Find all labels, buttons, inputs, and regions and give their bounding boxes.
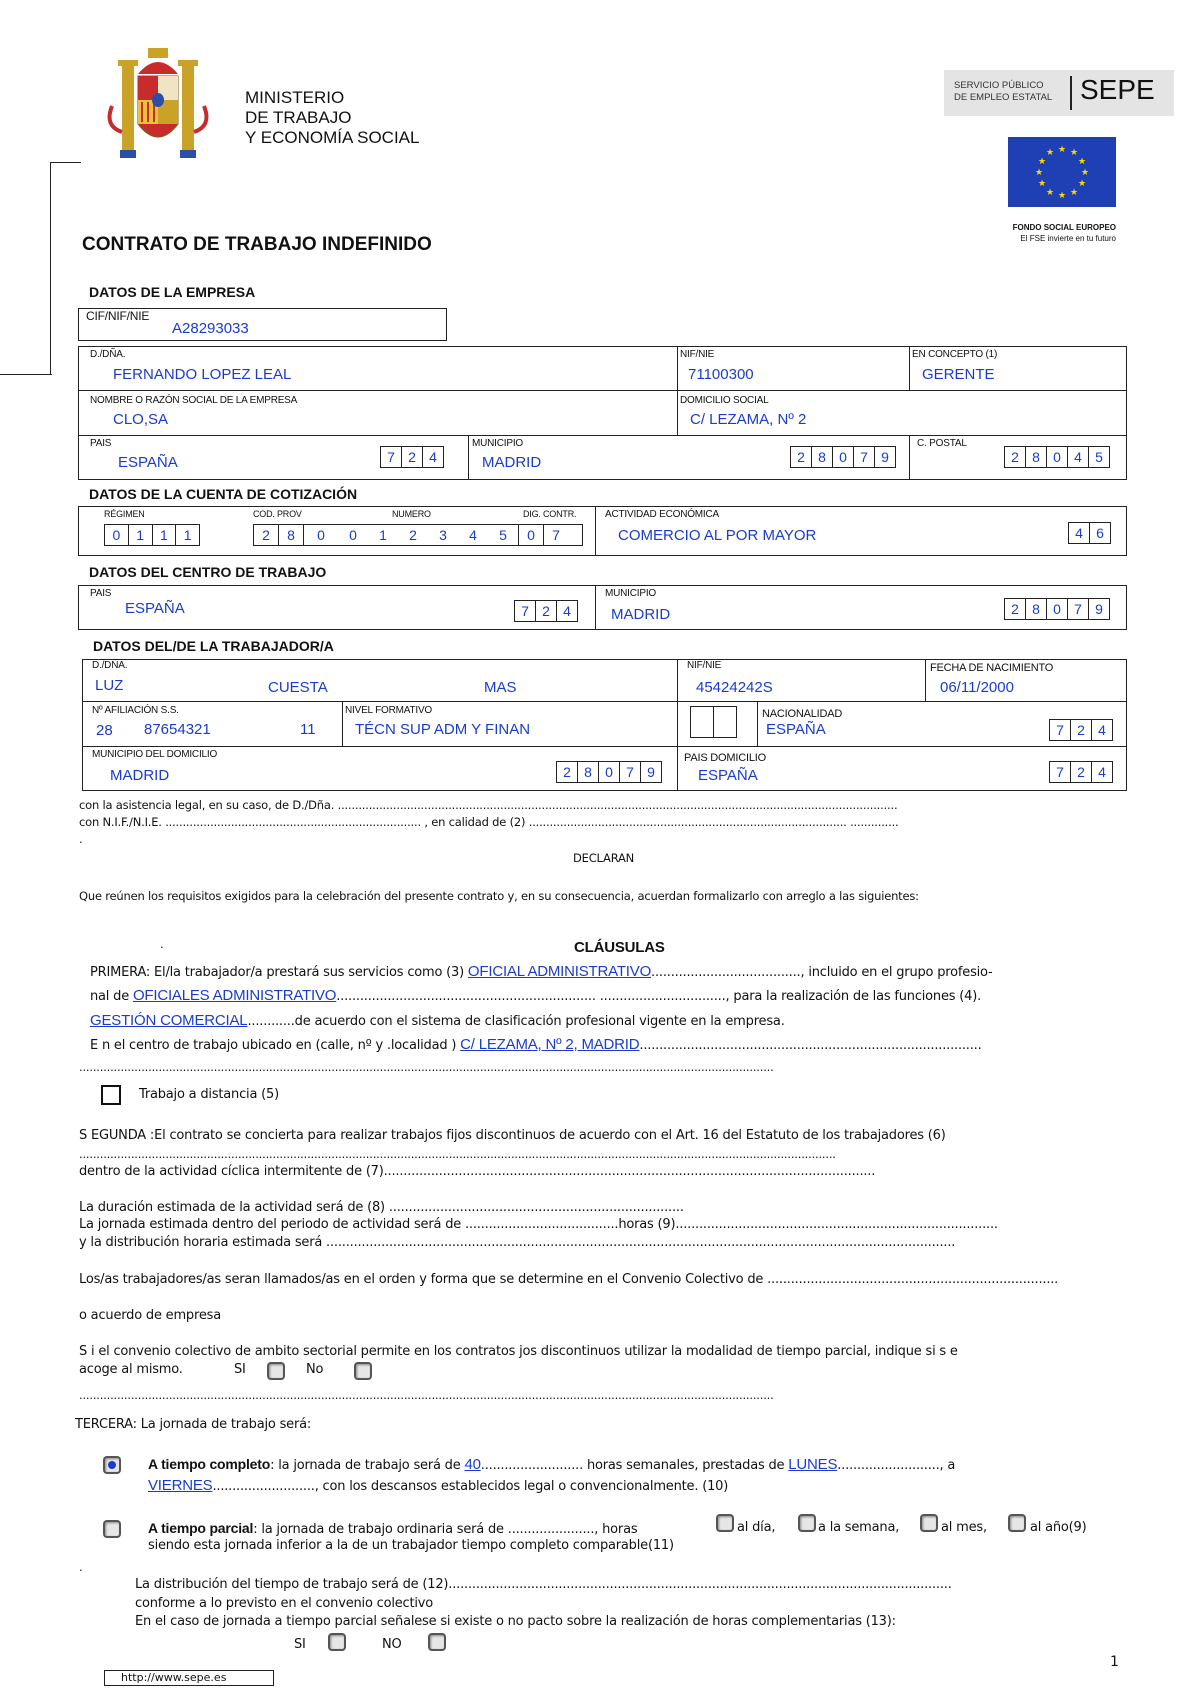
- conforme-line: conforme a lo previsto en el convenio colectivo: [135, 1596, 434, 1611]
- code-digit[interactable]: 8: [279, 525, 304, 545]
- svg-text:★: ★: [1057, 145, 1067, 155]
- convenio-si-checkbox[interactable]: [267, 1362, 285, 1380]
- code-digit[interactable]: 2: [1005, 447, 1026, 467]
- trabajador-nif[interactable]: 45424242S: [696, 679, 773, 696]
- page-number: 1: [1110, 1654, 1119, 1670]
- empresa-municipio-code[interactable]: [790, 446, 896, 468]
- code-digit[interactable]: 4: [429, 449, 437, 465]
- svg-text:★: ★: [1037, 157, 1047, 167]
- eu-flag-icon: [1008, 137, 1116, 207]
- code-digit[interactable]: 0: [317, 527, 325, 543]
- code-digit[interactable]: 2: [557, 762, 578, 782]
- code-digit[interactable]: 6: [1096, 525, 1104, 541]
- code-digit[interactable]: 7: [854, 447, 875, 467]
- trabajador-nombre[interactable]: LUZ: [95, 677, 124, 694]
- sepe-logo: SERVICIO PÚBLICO DE EMPLEO ESTATAL SEPE: [944, 70, 1174, 116]
- tiempo-parcial-line2: siendo esta jornada inferior a la de un trabajador tiempo completo comparable(11): [148, 1538, 674, 1553]
- primera-line2: nal de OFICIALES ADMINISTRATIVO.................................................................. ................................, para la realización de las funciones (4).: [90, 987, 982, 1004]
- code-digit[interactable]: 2: [1071, 720, 1092, 740]
- svg-text:★: ★: [1080, 168, 1090, 178]
- reunen-line: Que reúnen los requisitos exigidos para la celebración del presente contrato y, en su consecuencia, acuerdan formalizarlo con arreglo a las siguientes:: [79, 889, 919, 903]
- trabajador-municipio[interactable]: MADRID: [110, 767, 170, 784]
- empresa-pais[interactable]: ESPAÑA: [118, 454, 178, 471]
- regimen-code[interactable]: [104, 524, 200, 546]
- section-centro: DATOS DEL CENTRO DE TRABAJO: [89, 564, 327, 580]
- tiempo-completo-checkbox[interactable]: [103, 1456, 121, 1474]
- parcial-dia-checkbox[interactable]: [716, 1514, 734, 1532]
- code-digit[interactable]: 7: [381, 447, 402, 467]
- code-digit[interactable]: 7: [1050, 720, 1071, 740]
- code-digit[interactable]: 4: [1069, 523, 1090, 543]
- convenio-no-checkbox[interactable]: [354, 1362, 372, 1380]
- centro-pais-code[interactable]: [514, 600, 578, 622]
- code-digit[interactable]: 0: [833, 447, 854, 467]
- grupo-profesional-field[interactable]: OFICIALES ADMINISTRATIVO: [132, 987, 337, 1004]
- tiempo-completo-line2: VIERNES.........................., con los descansos establecidos legal o convencionalmente. (10): [148, 1477, 729, 1494]
- centro-grid: [78, 585, 1127, 630]
- dia-fin-field[interactable]: VIERNES: [148, 1477, 213, 1494]
- code-digit[interactable]: [691, 707, 714, 737]
- parcial-anio-checkbox[interactable]: [1008, 1514, 1026, 1532]
- horas-semanales-field[interactable]: 40: [464, 1456, 481, 1473]
- code-digit[interactable]: 5: [1095, 449, 1103, 465]
- code-digit[interactable]: 1: [153, 525, 177, 545]
- trabajador-municipio-code[interactable]: [556, 761, 662, 783]
- code-digit[interactable]: 2: [254, 525, 279, 545]
- trabajador-pais-domicilio[interactable]: ESPAÑA: [698, 767, 758, 784]
- code-digit[interactable]: 2: [791, 447, 812, 467]
- fse-caption: FONDO SOCIAL EUROPEO El FSE invierte en tu futuro: [1012, 223, 1116, 243]
- jornada-estimada-line: La jornada estimada dentro del periodo de actividad será de .......................................horas (9)..................................................................................: [79, 1217, 998, 1232]
- primera-line3: GESTIÓN COMERCIAL............de acuerdo con el sistema de clasificación profesional vigente en la empresa.: [90, 1012, 785, 1029]
- ocupacion-field[interactable]: OFICIAL ADMINISTRATIVO: [467, 963, 652, 980]
- empresa-pais-code[interactable]: [380, 446, 444, 468]
- section-cotizacion: DATOS DE LA CUENTA DE COTIZACIÓN: [89, 486, 358, 502]
- code-digit[interactable]: 9: [1095, 601, 1103, 617]
- empresa-nif[interactable]: 71100300: [688, 366, 754, 383]
- segunda-line2: dentro de la actividad cíclica intermitente de (7).............................................................................................................................: [79, 1164, 876, 1179]
- cotizacion-grid: [78, 506, 1127, 556]
- nivel-formativo[interactable]: TÉCN SUP ADM Y FINAN: [355, 721, 531, 738]
- cif-value[interactable]: A28293033: [172, 320, 249, 337]
- centro-municipio-code[interactable]: [1004, 598, 1110, 620]
- parcial-semana-checkbox[interactable]: [798, 1514, 816, 1532]
- afiliacion-control[interactable]: 11: [300, 721, 316, 738]
- primera-line4: E n el centro de trabajo ubicado en (calle, nº y .localidad ) C/ LEZAMA, Nº 2, MADRID.......................................................................................: [90, 1036, 982, 1053]
- code-digit[interactable]: 2: [402, 447, 423, 467]
- empresa-cp-code[interactable]: [1004, 446, 1110, 468]
- page-title: CONTRATO DE TRABAJO INDEFINIDO: [82, 234, 432, 255]
- nacionalidad[interactable]: ESPAÑA: [766, 721, 826, 738]
- code-digit[interactable]: 0: [519, 525, 544, 545]
- clausulas-heading: CLÁUSULAS: [574, 939, 665, 956]
- code-digit[interactable]: 4: [563, 603, 571, 619]
- code-digit[interactable]: 7: [1050, 762, 1071, 782]
- code-digit[interactable]: 9: [881, 449, 889, 465]
- code-digit[interactable]: 1: [129, 525, 153, 545]
- svg-text:★: ★: [1077, 157, 1087, 167]
- parcial-mes-checkbox[interactable]: [920, 1514, 938, 1532]
- distribucion-estimada-line: y la distribución horaria estimada será ................................................................................................................................................................: [79, 1235, 956, 1250]
- tercera-line: TERCERA: La jornada de trabajo será:: [75, 1417, 312, 1432]
- centro-direccion-field[interactable]: C/ LEZAMA, Nº 2, MADRID: [460, 1036, 640, 1053]
- code-digit[interactable]: 3: [439, 527, 447, 543]
- cuenta-cotizacion-code[interactable]: [253, 524, 583, 546]
- code-digit[interactable]: 7: [515, 601, 536, 621]
- section-empresa: DATOS DE LA EMPRESA: [89, 284, 256, 300]
- complementarias-no-checkbox[interactable]: [428, 1633, 446, 1651]
- trabajador-apellido1[interactable]: CUESTA: [268, 679, 328, 696]
- empresa-concepto[interactable]: GERENTE: [922, 366, 995, 383]
- code-digit[interactable]: 0: [105, 525, 129, 545]
- empresa-domicilio[interactable]: C/ LEZAMA, Nº 2: [690, 411, 807, 428]
- tiempo-completo-line1: A tiempo completo: la jornada de trabajo será de 40.......................... horas semanales, prestadas de LUNES.........................., a: [148, 1456, 956, 1473]
- ministry-name: MINISTERIO DE TRABAJO Y ECONOMÍA SOCIAL: [245, 88, 420, 147]
- code-digit[interactable]: 7: [552, 527, 560, 543]
- svg-text:★: ★: [1037, 179, 1047, 189]
- convenio-line1: S i el convenio colectivo de ambito sectorial permite en los contratos jos discontinuos utilizar la modalidad de tiempo parcial, indique si s e: [79, 1344, 958, 1359]
- tiempo-parcial-checkbox[interactable]: [103, 1520, 121, 1538]
- svg-text:★: ★: [1069, 148, 1079, 158]
- centro-municipio[interactable]: MADRID: [611, 606, 671, 623]
- declaran-heading: DECLARAN: [573, 851, 635, 865]
- llamados-line: Los/as trabajadores/as seran llamados/as en el orden y forma que se determine en el Convenio Colectivo de ..........................................................................: [79, 1272, 1059, 1287]
- svg-text:★: ★: [1045, 148, 1055, 158]
- nacionalidad-code[interactable]: [1049, 719, 1113, 741]
- code-digit[interactable]: 0: [1047, 599, 1068, 619]
- complementarias-line: En el caso de jornada a tiempo parcial señalese si existe o no pacto sobre la realización de horas complementarias (13):: [135, 1614, 896, 1629]
- afiliacion-provincia[interactable]: 28: [96, 722, 113, 739]
- code-digit[interactable]: 1: [183, 527, 192, 543]
- acuerdo-line: o acuerdo de empresa: [79, 1308, 221, 1323]
- empresa-municipio[interactable]: MADRID: [482, 454, 542, 471]
- code-digit[interactable]: 4: [1098, 722, 1106, 738]
- nif-calidad-line: con N.I.F./N.I.E. .......................................................................... , en calidad de (2) ............................................................................................ ..............: [79, 815, 899, 829]
- nivel-formativo-code[interactable]: [690, 706, 737, 738]
- trabajador-fecha-nacimiento[interactable]: 06/11/2000: [940, 679, 1014, 696]
- code-digit[interactable]: 0: [349, 527, 357, 543]
- dia-inicio-field[interactable]: LUNES: [788, 1456, 838, 1473]
- spain-coat-of-arms-icon: [104, 46, 212, 164]
- code-digit[interactable]: 2: [409, 527, 417, 543]
- code-digit[interactable]: 8: [1026, 447, 1047, 467]
- trabajador-apellido2[interactable]: MAS: [484, 679, 517, 696]
- convenio-line2: acoge al mismo.: [79, 1362, 183, 1377]
- actividad-economica[interactable]: COMERCIO AL POR MAYOR: [618, 527, 817, 544]
- code-digit[interactable]: 0: [599, 762, 620, 782]
- code-digit[interactable]: 7: [1068, 599, 1089, 619]
- margin-bracket: [50, 162, 81, 375]
- centro-pais[interactable]: ESPAÑA: [125, 600, 185, 617]
- section-trabajador: DATOS DEL/DE LA TRABAJADOR/A: [93, 638, 334, 654]
- svg-text:★: ★: [1077, 179, 1087, 189]
- code-digit[interactable]: 8: [812, 447, 833, 467]
- duracion-line: La duración estimada de la actividad será de (8) ...........................................................................: [79, 1200, 684, 1215]
- asistencia-line: con la asistencia legal, en su caso, de D./Dña. ..................................................................................................................................................................: [79, 798, 898, 812]
- code-digit[interactable]: [714, 707, 736, 737]
- code-digit[interactable]: 8: [1026, 599, 1047, 619]
- svg-text:★: ★: [1069, 188, 1079, 198]
- primera-line1: PRIMERA: El/la trabajador/a prestará sus servicios como (3) OFICIAL ADMINISTRATIVO......................................, incluido en el grupo profesio-: [90, 963, 993, 980]
- trabajador-pais-domicilio-code[interactable]: [1049, 761, 1113, 783]
- afiliacion-numero[interactable]: 87654321: [144, 721, 211, 738]
- code-digit[interactable]: 2: [1005, 599, 1026, 619]
- trabajo-distancia-checkbox[interactable]: [101, 1085, 121, 1105]
- code-digit[interactable]: 2: [536, 601, 557, 621]
- code-digit[interactable]: 1: [379, 527, 387, 543]
- funciones-field[interactable]: GESTIÓN COMERCIAL: [90, 1012, 248, 1029]
- trabajo-distancia-label: Trabajo a distancia (5): [139, 1087, 279, 1102]
- code-digit[interactable]: 4: [1098, 764, 1106, 780]
- code-digit[interactable]: 9: [647, 764, 655, 780]
- code-digit[interactable]: 7: [620, 762, 641, 782]
- empresa-representante[interactable]: FERNANDO LOPEZ LEAL: [113, 366, 292, 383]
- complementarias-si-checkbox[interactable]: [328, 1633, 346, 1651]
- code-digit[interactable]: 4: [469, 527, 477, 543]
- tiempo-parcial-line1: A tiempo parcial: la jornada de trabajo ordinaria será de ......................, horas: [148, 1520, 638, 1537]
- distribucion-line: La distribución del tiempo de trabajo será de (12)................................................................................................................................: [135, 1577, 952, 1592]
- actividad-code[interactable]: [1068, 522, 1111, 544]
- empresa-razon-social[interactable]: CLO,SA: [113, 411, 169, 428]
- segunda-line1: S EGUNDA :El contrato se concierta para realizar trabajos fijos discontinuos de acuerdo con el Art. 16 del Estatuto de los trabajadores (6): [79, 1128, 946, 1143]
- code-digit[interactable]: 0: [1047, 447, 1068, 467]
- code-digit[interactable]: 8: [578, 762, 599, 782]
- code-digit[interactable]: 5: [488, 525, 519, 545]
- svg-text:★: ★: [1057, 191, 1067, 201]
- code-digit[interactable]: 2: [1071, 762, 1092, 782]
- footer-url[interactable]: http://www.sepe.es: [104, 1670, 274, 1686]
- svg-text:★: ★: [1034, 168, 1044, 178]
- code-digit[interactable]: 4: [1068, 447, 1089, 467]
- svg-text:★: ★: [1045, 188, 1055, 198]
